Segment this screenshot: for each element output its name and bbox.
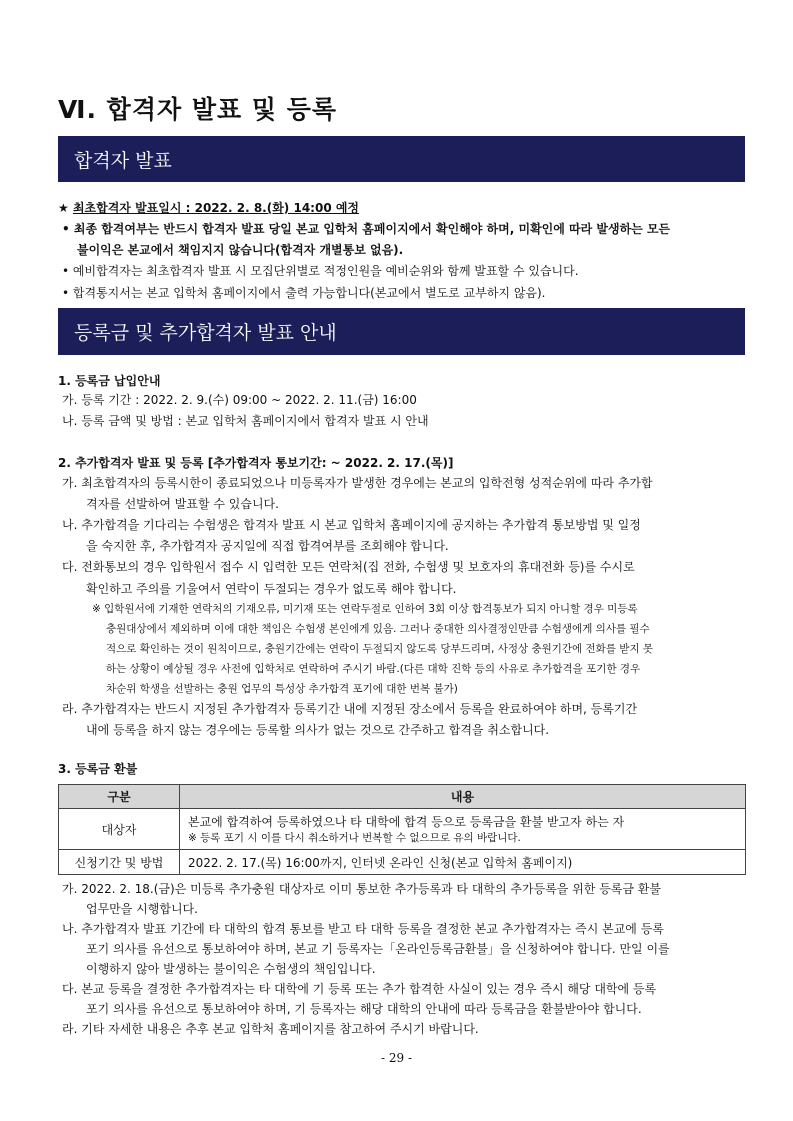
chapter-heading: Ⅵ. 합격자 발표 및 등록	[58, 95, 337, 124]
table-cell-note: ※ 등록 포기 시 이를 다시 취소하거나 번복할 수 없으므로 유의 바랍니다.	[188, 832, 521, 844]
list-item-continued: 확인하고 주의를 기울여서 연락이 두절되는 경우가 없도록 해야 합니다.	[86, 582, 457, 596]
table-header-row	[59, 785, 746, 809]
list-item-continued: 업무만을 시행합니다.	[86, 902, 198, 916]
table-header-cell: 구분	[59, 785, 180, 809]
subsection-heading: 1. 등록금 납입안내	[58, 374, 161, 388]
list-item: 가. 2022. 2. 18.(금)은 미등록 추가충원 대상자로 이미 통보한 추가등록과 타 대학의 추가등록을 위한 등록금 환불	[62, 882, 661, 896]
table-cell: 신청기간 및 방법	[59, 850, 180, 875]
refund-table	[58, 784, 746, 875]
list-item: 나. 등록 금액 및 방법 : 본교 입학처 홈페이지에서 합격자 발표 시 안내	[62, 414, 429, 428]
table-header-cell: 내용	[180, 785, 746, 809]
table-cell-text: 본교에 합격하여 등록하였으나 타 대학에 합격 등으로 등록금을 환불 받고자 하는 자	[188, 815, 625, 829]
page-number: - 29 -	[380, 1051, 412, 1065]
list-item-continued: 격자를 선발하여 발표할 수 있습니다.	[86, 497, 279, 511]
bullet-text: 불이익은 본교에서 책임지지 않습니다(합격자 개별통보 없음).	[77, 243, 404, 257]
bullet-text: • 합격통지서는 본교 입학처 홈페이지에서 출력 가능합니다(본교에서 별도로 교부하지 않음).	[62, 286, 546, 300]
section-title: 등록금 및 추가합격자 발표 안내	[74, 322, 337, 344]
list-item: 다. 전화통보의 경우 입학원서 접수 시 입력한 모든 연락처(집 전화, 수험생 및 보호자의 휴대전화 등)를 수시로	[62, 560, 635, 574]
table-row	[59, 809, 746, 850]
note-text: 충원대상에서 제외하며 이에 대한 책임은 수험생 본인에게 있음. 그러나 중대한 의사결정인만큼 수험생에게 의사를 필수	[106, 623, 650, 635]
announcement-date: 최초합격자 발표일시 : 2022. 2. 8.(화) 14:00 예정	[72, 201, 360, 215]
star-icon: ★	[58, 201, 73, 215]
bullet-text: • 예비합격자는 최초합격자 발표 시 모집단위별로 적정인원을 예비순위와 함께 발표할 수 있습니다.	[62, 264, 579, 278]
list-item-continued: 포기 의사를 유선으로 통보하여야 하며, 기 등록자는 해당 대학의 안내에 따라 등록금을 환불받아야 합니다.	[86, 1002, 642, 1016]
list-item: 가. 등록 기간 : 2022. 2. 9.(수) 09:00 ~ 2022. 2. 11.(금) 16:00	[62, 393, 417, 407]
list-item-continued: 포기 의사를 유선으로 통보하여야 하며, 본교 기 등록자는「온라인등록금환불」을 신청하여야 합니다. 만일 이를	[86, 942, 670, 956]
subsection-heading: 3. 등록금 환불	[58, 762, 138, 776]
section-title: 합격자 발표	[74, 149, 172, 172]
table-cell: 2022. 2. 17.(목) 16:00까지, 인터넷 온라인 신청(본교 입학처 홈페이지)	[180, 850, 746, 875]
list-item: 라. 기타 자세한 내용은 추후 본교 입학처 홈페이지를 참고하여 주시기 바랍니다.	[62, 1022, 479, 1036]
note-text: ※ 입학원서에 기재한 연락처의 기재오류, 미기재 또는 연락두절로 인하여 3회 이상 합격통보가 되지 아니할 경우 미등록	[92, 603, 638, 615]
table-cell: 대상자	[59, 809, 180, 850]
list-item-continued: 내에 등록을 하지 않는 경우에는 등록할 의사가 없는 것으로 간주하고 합격을 취소합니다.	[86, 723, 550, 737]
table-row	[59, 850, 746, 875]
list-item: 나. 추가합격을 기다리는 수험생은 합격자 발표 시 본교 입학처 홈페이지에 공지하는 추가합격 통보방법 및 일정	[62, 518, 641, 532]
list-item: 라. 추가합격자는 반드시 지정된 추가합격자 등록기간 내에 지정된 장소에서 등록을 완료하여야 하며, 등록기간	[62, 702, 638, 716]
subsection-heading: 2. 추가합격자 발표 및 등록 [추가합격자 통보기간: ~ 2022. 2. 17.(목)]	[58, 456, 454, 470]
table-cell	[180, 809, 746, 850]
section-bar-registration	[58, 308, 745, 355]
list-item: 가. 최초합격자의 등록시한이 종료되었으나 미등록자가 발생한 경우에는 본교의 입학전형 성적순위에 따라 추가합	[62, 476, 653, 490]
list-item-continued: 을 숙지한 후, 추가합격자 공지일에 직접 합격여부를 조회해야 합니다.	[86, 539, 449, 553]
note-text: 차순위 학생을 선발하는 충원 업무의 특성상 추가합격 포기에 대한 번복 불가)	[106, 683, 458, 695]
list-item: 나. 추가합격자 발표 기간에 타 대학의 합격 통보를 받고 타 대학 등록을 결정한 본교 추가합격자는 즉시 본교에 등록	[62, 922, 664, 936]
announcement-date-line	[58, 199, 359, 217]
bullet-text: • 최종 합격여부는 반드시 합격자 발표 당일 본교 입학처 홈페이지에서 확인해야 하며, 미확인에 따라 발생하는 모든	[62, 222, 671, 236]
note-text: 하는 상황이 예상될 경우 사전에 입학처로 연락하여 주시기 바람.(다른 대학 진학 등의 사유로 추가합격을 포기한 경우	[106, 663, 641, 675]
list-item: 다. 본교 등록을 결정한 추가합격자는 타 대학에 기 등록 또는 추가 합격한 사실이 있는 경우 즉시 해당 대학에 등록	[62, 982, 657, 996]
note-text: 적으로 확인하는 것이 원칙이므로, 충원기간에는 연락이 두절되지 않도록 당부드리며, 사정상 충원기간에 전화를 받지 못	[106, 643, 654, 655]
section-bar-announcement	[58, 136, 745, 182]
list-item-continued: 이행하지 않아 발생하는 불이익은 수험생의 책임입니다.	[86, 962, 376, 976]
